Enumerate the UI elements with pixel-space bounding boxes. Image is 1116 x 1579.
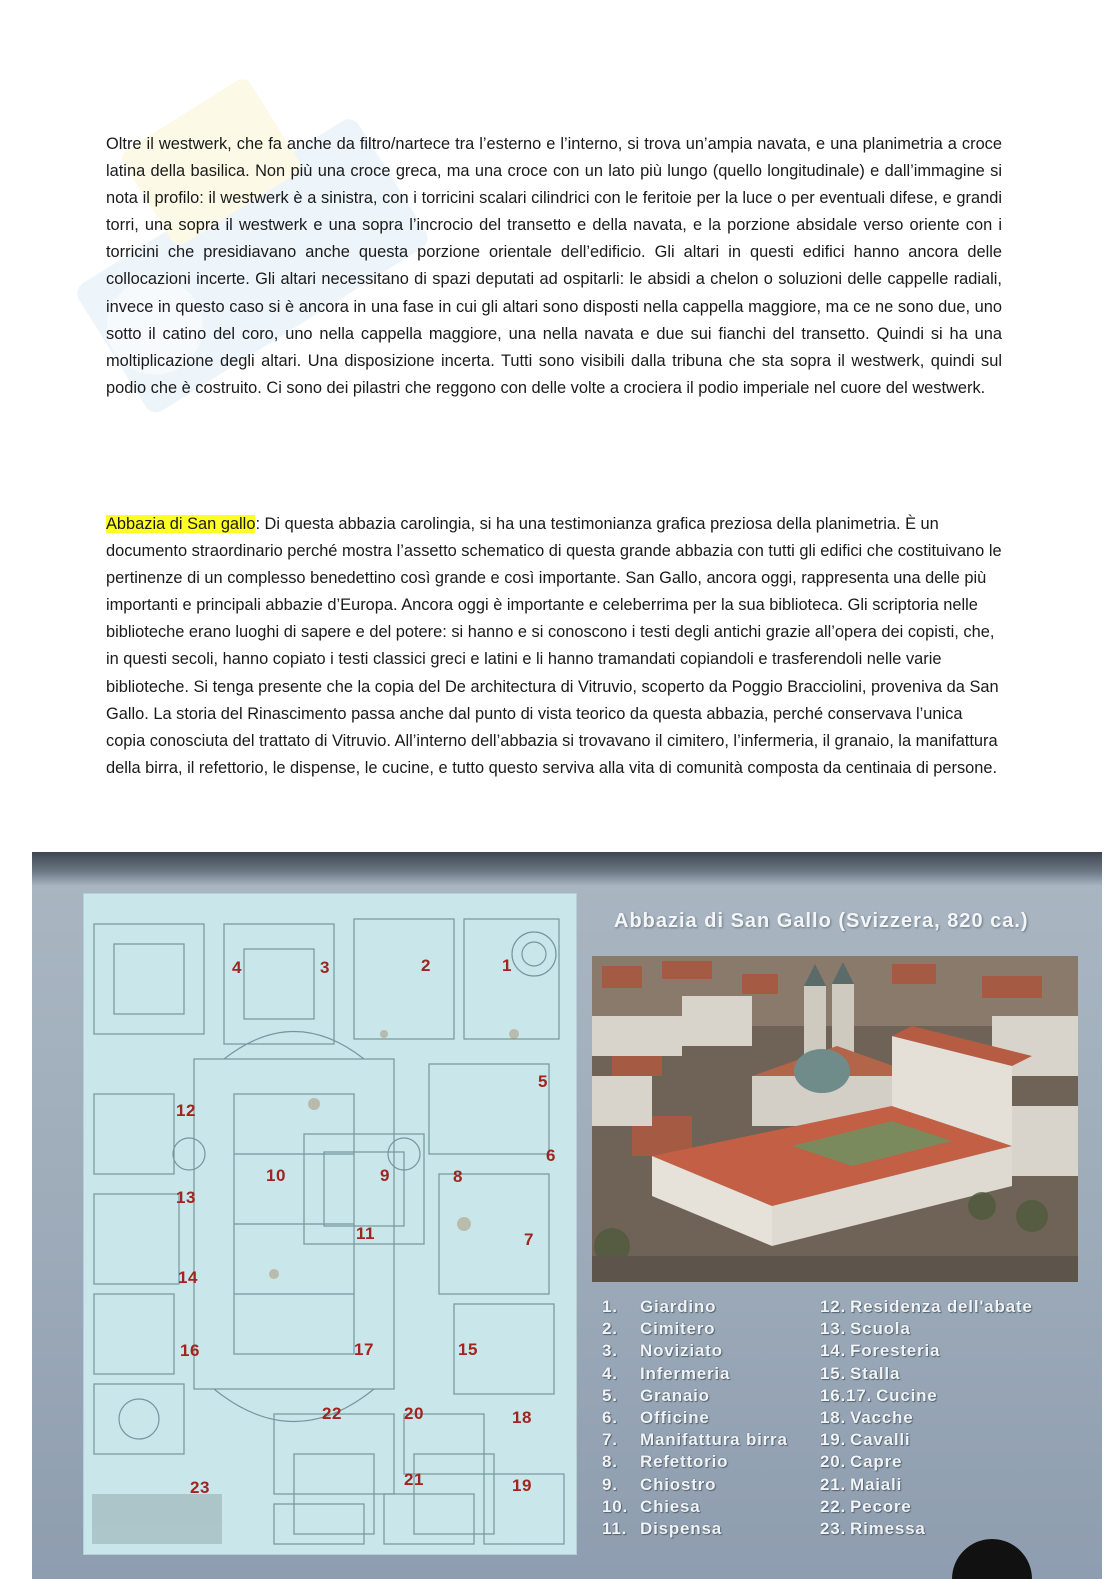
legend-item: 8. Refettorio <box>602 1452 729 1472</box>
legend-item: 22. Pecore <box>820 1496 912 1516</box>
paragraph-san-gallo <box>106 511 1002 782</box>
highlighted-heading: Abbazia di San gallo <box>106 515 256 533</box>
plan-number: 7 <box>524 1230 534 1249</box>
plan-number: 6 <box>546 1146 556 1165</box>
plan-linework <box>84 894 576 1554</box>
legend-item: 21. Maiali <box>820 1474 903 1494</box>
plan-number: 4 <box>232 958 242 977</box>
plan-number: 22 <box>322 1404 342 1423</box>
plan-number: 3 <box>320 958 330 977</box>
plan-number: 2 <box>421 956 431 975</box>
plan-number: 16 <box>180 1341 200 1360</box>
plan-number: 8 <box>453 1167 463 1186</box>
plan-number: 12 <box>176 1101 196 1120</box>
plan-number: 9 <box>380 1166 390 1185</box>
legend-item: 23. Rimessa <box>820 1518 926 1538</box>
plan-number: 21 <box>404 1470 424 1489</box>
legend-item: 11. Dispensa <box>602 1518 722 1538</box>
paragraph-westwerk: Oltre il westwerk, che fa anche da filtro/nartece tra l’esterno e l’interno, si trova un’ampia navata, e una planimetria a croce latina della basilica. Non più una croce greca, ma una croce con un lato più lungo (quello longitudinale) e dall’immagine si nota il profilo: il westwerk è a sinistra, con i torricini scalari cilindrici con le feritoie per la luce o per eventuali difese, e grandi torri, una sopra il westwerk e una sopra l’incrocio del transetto e della navata, e la porzione absidale verso oriente con i torricini che presidiavano anche questa porzione orientale dell’edificio. Gli altari in questi edifici hanno ancora delle collocazioni incerte. Gli altari necessitano di spazi deputati ad ospitarli: le absidi a chelon o soluzioni delle cappelle radiali, invece in questo caso si è ancora in una fase in cui gli altari sono disposti nella cappella maggiore, ma ce ne sono due, uno sotto il catino del coro, uno nella cappella maggiore, una nella navata e due sui fianchi del transetto. Quindi si ha una moltiplicazione degli altari. Una disposizione incerta. Tutti sono visibili dalla tribuna che sta sopra il westwerk, quindi sul podio che è costruito. Ci sono dei pilastri che reggono con delle volte a crociera il podio imperiale nel cuore del westwerk. <box>106 135 1002 397</box>
slide-top-shadow <box>32 852 1102 886</box>
plan-number: 1 <box>502 956 512 975</box>
legend-item: 3. Noviziato <box>602 1341 723 1361</box>
slide-corner-shadow <box>952 1539 1032 1579</box>
legend-item: 13. Scuola <box>820 1319 911 1339</box>
legend-item: 9. Chiostro <box>602 1474 717 1494</box>
abbey-plan-drawing <box>84 894 576 1554</box>
legend-item: 16.17. Cucine <box>820 1385 938 1405</box>
legend-item: 6. Officine <box>602 1407 710 1427</box>
aerial-photo <box>592 956 1078 1282</box>
plan-number: 23 <box>190 1478 210 1497</box>
legend-item: 2. Cimitero <box>602 1319 716 1339</box>
plan-number: 5 <box>538 1072 548 1091</box>
legend-item: 12. Residenza dell'abate <box>820 1297 1033 1316</box>
plan-number: 14 <box>178 1268 198 1287</box>
plan-number: 15 <box>458 1340 478 1359</box>
slide-title: Abbazia di San Gallo (Svizzera, 820 ca.) <box>614 910 1029 932</box>
legend-item: 5. Granaio <box>602 1385 710 1405</box>
legend-left-column <box>602 1296 788 1540</box>
legend-item: 1. Giardino <box>602 1297 717 1316</box>
plan-number: 17 <box>354 1340 374 1359</box>
legend-item: 4. Infermeria <box>602 1363 731 1383</box>
slide-photo <box>32 852 1102 1579</box>
aerial-photo-illustration <box>592 956 1078 1282</box>
legend-item: 10. Chiesa <box>602 1496 701 1516</box>
plan-number: 11 <box>356 1224 375 1243</box>
legend-item: 7. Manifattura birra <box>602 1430 788 1450</box>
legend-item: 19. Cavalli <box>820 1430 911 1450</box>
plan-number: 10 <box>266 1166 286 1185</box>
plan-number: 18 <box>512 1408 532 1427</box>
plan-number: 20 <box>404 1404 424 1423</box>
legend-item: 20. Capre <box>820 1452 903 1472</box>
plan-number: 13 <box>176 1188 196 1207</box>
legend-item: 18. Vacche <box>820 1407 914 1427</box>
plan-number: 19 <box>512 1476 532 1495</box>
legend-item: 15. Stalla <box>820 1363 901 1383</box>
legend-right-column <box>820 1296 1033 1540</box>
paragraph-san-gallo-body: : Di questa abbazia carolingia, si ha una testimonianza grafica preziosa della planimetria. È un documento straordinario perché mostra l’assetto schematico di questa grande abbazia con tutti gli edifici che costituivano le pertinenze di un complesso benedettino così grande e così importante. San Gallo, ancora oggi, rappresenta una delle più importanti e principali abbazie d’Europa. Ancora oggi è importante e celeberrima per la sua biblioteca. Gli scriptoria nelle biblioteche erano luoghi di sapere e del potere: si hanno e si conoscono i testi degli antichi grazie all’opera dei copisti, che, in questi secoli, hanno copiato i testi classici greci e latini e li hanno tramandati copiandoli e trasferendoli nelle varie biblioteche. Si tenga presente che la copia del De architectura di Vitruvio, scoperto da Poggio Bracciolini, proveniva da San Gallo. La storia del Rinascimento passa anche dal punto di vista teorico da questa abbazia, perché conservava l’unica copia conosciuta del trattato di Vitruvio. All’interno dell’abbazia si trovavano il cimitero, l’infermeria, il granaio, la manifattura della birra, il refettorio, le dispense, le cucine, e tutto questo serviva alla vita di comunità composta da centinaia di persone. <box>106 515 1002 777</box>
legend-item: 14. Foresteria <box>820 1341 941 1361</box>
